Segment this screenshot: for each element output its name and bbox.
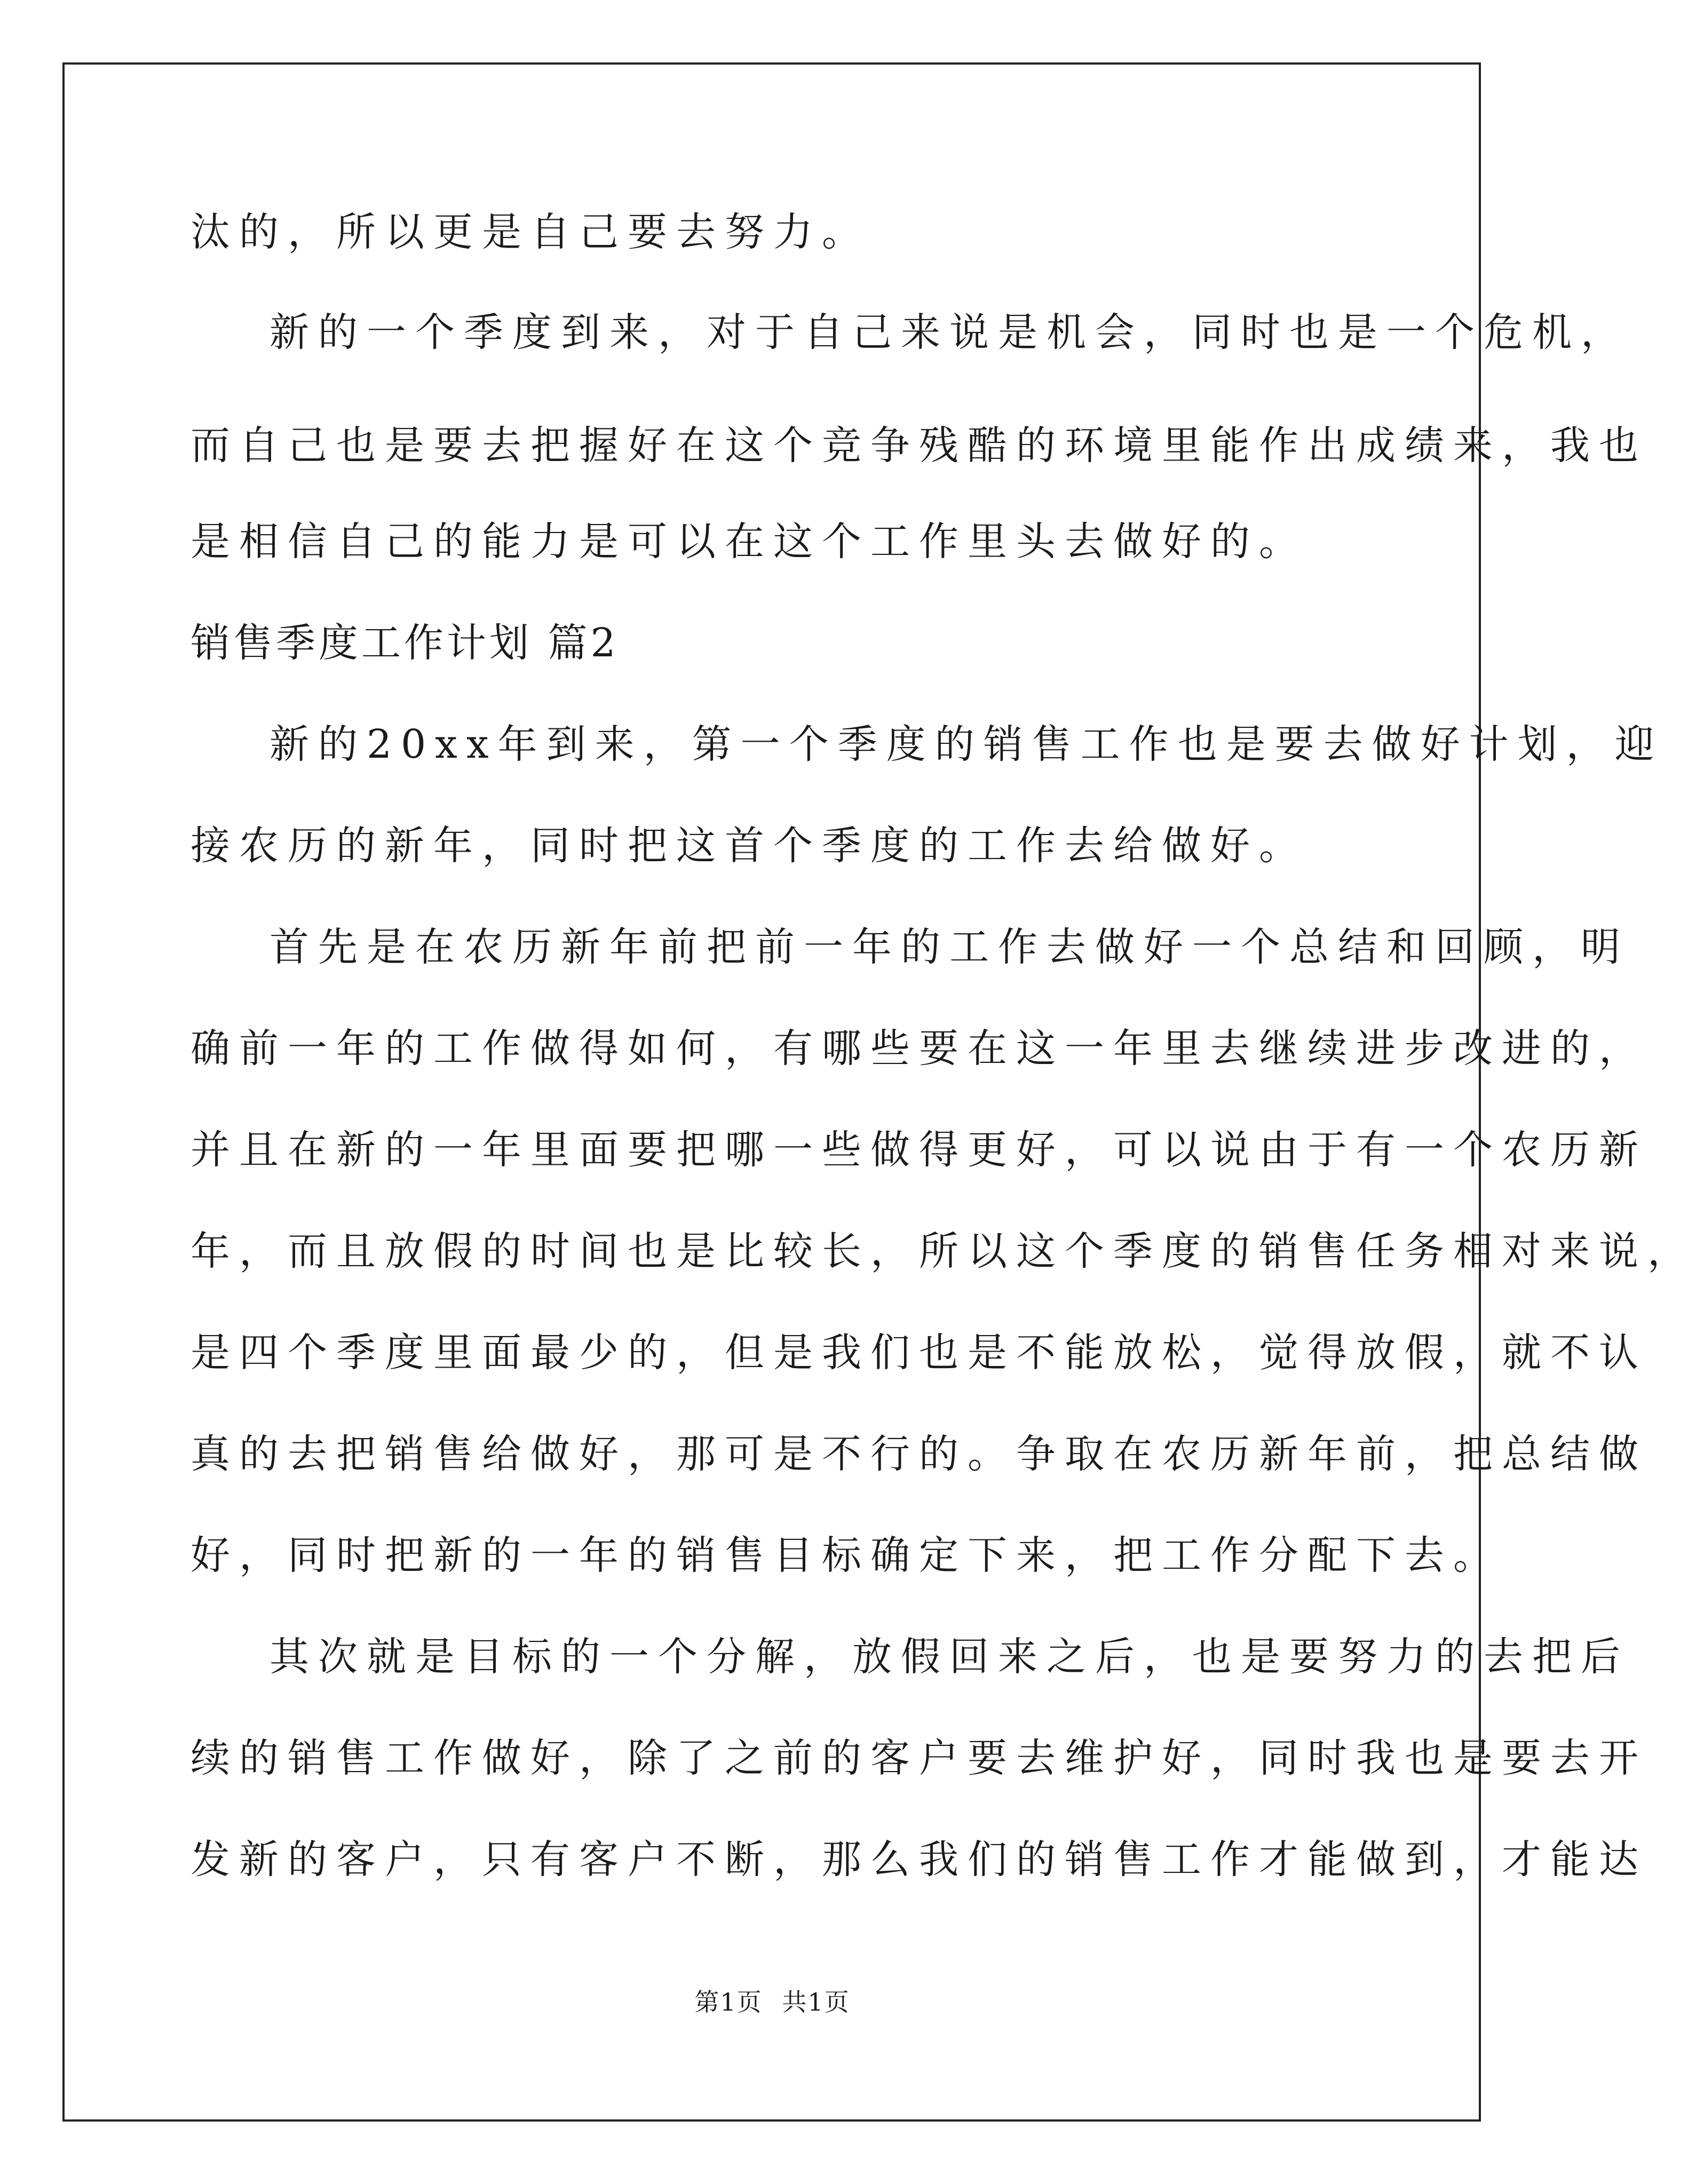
paragraph-line: 汰的，所以更是自己要去努力。 — [191, 209, 870, 255]
section-heading: 销售季度工作计划 篇2 — [191, 620, 619, 666]
paragraph-line: 新的20xx年到来，第一个季度的销售工作也是要去做好计划，迎 — [270, 721, 1663, 767]
page-number-current: 第1页 — [694, 1988, 763, 2016]
paragraph-line: 而自己也是要去把握好在这个竞争残酷的环境里能作出成绩来，我也 — [191, 423, 1647, 468]
paragraph-line: 确前一年的工作做得如何，有哪些要在这一年里去继续进步改进的， — [191, 1026, 1647, 1071]
paragraph-line: 接农历的新年，同时把这首个季度的工作去给做好。 — [191, 823, 1307, 869]
paragraph-line: 真的去把销售给做好，那可是不行的。争取在农历新年前，把总结做 — [191, 1431, 1647, 1477]
paragraph-line: 是相信自己的能力是可以在这个工作里头去做好的。 — [191, 519, 1307, 565]
paragraph-line: 发新的客户，只有客户不断，那么我们的销售工作才能做到，才能达 — [191, 1837, 1647, 1883]
paragraph-line: 新的一个季度到来，对于自己来说是机会，同时也是一个危机， — [270, 309, 1629, 355]
paragraph-line: 年，而且放假的时间也是比较长，所以这个季度的销售任务相对来说， — [191, 1228, 1696, 1274]
page-number-total: 共1页 — [782, 1988, 850, 2016]
paragraph-line: 续的销售工作做好，除了之前的客户要去维护好，同时我也是要去开 — [191, 1735, 1647, 1781]
page-border — [62, 62, 1481, 2122]
paragraph-line: 是四个季度里面最少的，但是我们也是不能放松，觉得放假，就不认 — [191, 1330, 1647, 1376]
paragraph-line: 其次就是目标的一个分解，放假回来之后，也是要努力的去把后 — [270, 1634, 1629, 1680]
paragraph-line: 好，同时把新的一年的销售目标确定下来，把工作分配下去。 — [191, 1532, 1502, 1578]
page-footer — [0, 1986, 1544, 2018]
paragraph-line: 首先是在农历新年前把前一年的工作去做好一个总结和回顾，明 — [270, 924, 1629, 970]
paragraph-line: 并且在新的一年里面要把哪一些做得更好，可以说由于有一个农历新 — [191, 1127, 1647, 1173]
